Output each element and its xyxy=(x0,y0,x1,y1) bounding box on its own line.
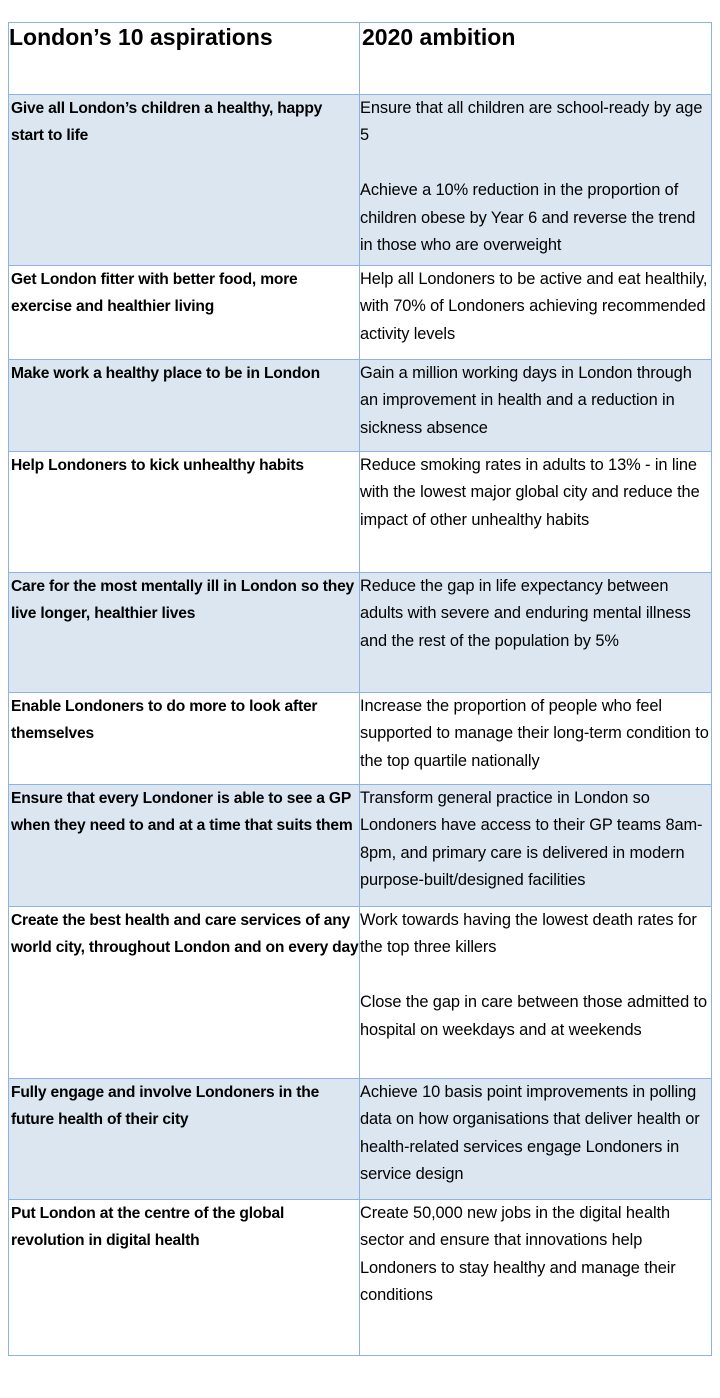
ambition-text: Increase the proportion of people who feel supported to manage their long-term condition to the top quartile nationally xyxy=(360,697,709,770)
ambition-cell xyxy=(360,95,712,266)
ambition-cell xyxy=(360,360,712,452)
ambition-cell xyxy=(360,1200,712,1356)
table-row xyxy=(9,907,712,1079)
ambition-cell xyxy=(360,693,712,785)
aspiration-cell: Ensure that every Londoner is able to see a GP when they need to and at a time that suits them xyxy=(9,785,360,907)
ambition-text: Close the gap in care between those admitted to hospital on weekdays and at weekends xyxy=(360,993,708,1039)
aspiration-cell: Get London fitter with better food, more exercise and healthier living xyxy=(9,266,360,360)
aspiration-cell: Give all London’s children a healthy, happy start to life xyxy=(9,95,360,266)
table-row xyxy=(9,573,712,693)
aspiration-cell: Care for the most mentally ill in London so they live longer, healthier lives xyxy=(9,573,360,693)
aspiration-cell: Make work a healthy place to be in London xyxy=(9,360,360,452)
ambition-text: Ensure that all children are school-ready by age 5 xyxy=(360,99,703,145)
aspiration-cell: Help Londoners to kick unhealthy habits xyxy=(9,452,360,573)
ambition-text: Work towards having the lowest death rates for the top three killers xyxy=(360,911,697,957)
ambition-cell xyxy=(360,452,712,573)
header-aspirations: London’s 10 aspirations xyxy=(9,23,360,95)
table-header-row xyxy=(9,23,712,95)
ambition-text: Create 50,000 new jobs in the digital health sector and ensure that innovations help Londoners to stay healthy and manage their conditions xyxy=(360,1204,676,1305)
ambition-text: Achieve 10 basis point improvements in polling data on how organisations that deliver health or health-related services engage Londoners in service design xyxy=(360,1083,700,1184)
aspirations-table xyxy=(8,22,712,1356)
ambition-text: Achieve a 10% reduction in the proportion of children obese by Year 6 and reverse the trend in those who are overweight xyxy=(360,181,696,255)
ambition-text: Reduce smoking rates in adults to 13% - in line with the lowest major global city and reduce the impact of other unhealthy habits xyxy=(360,456,700,529)
ambition-cell xyxy=(360,573,712,693)
table-row xyxy=(9,95,712,266)
table-row xyxy=(9,266,712,360)
table-row xyxy=(9,785,712,907)
ambition-cell xyxy=(360,266,712,360)
aspiration-cell: Put London at the centre of the global revolution in digital health xyxy=(9,1200,360,1356)
aspiration-cell: Enable Londoners to do more to look after themselves xyxy=(9,693,360,785)
table-row xyxy=(9,452,712,573)
header-ambition: 2020 ambition xyxy=(360,23,712,95)
ambition-text: Transform general practice in London so Londoners have access to their GP teams 8am-8pm, and primary care is delivered in modern purpose-built/designed facilities xyxy=(360,789,703,890)
ambition-text: Reduce the gap in life expectancy between adults with severe and enduring mental illness and the rest of the population by 5% xyxy=(360,577,691,650)
table-row xyxy=(9,1200,712,1356)
aspiration-cell: Fully engage and involve Londoners in the future health of their city xyxy=(9,1079,360,1200)
ambition-cell xyxy=(360,785,712,907)
ambition-cell xyxy=(360,1079,712,1200)
ambition-cell xyxy=(360,907,712,1079)
table-row xyxy=(9,360,712,452)
ambition-text: Help all Londoners to be active and eat healthily, with 70% of Londoners achieving recommended activity levels xyxy=(360,270,708,343)
ambition-text: Gain a million working days in London through an improvement in health and a reduction in sickness absence xyxy=(360,364,692,437)
table-row xyxy=(9,693,712,785)
aspiration-cell: Create the best health and care services of any world city, throughout London and on every day xyxy=(9,907,360,1079)
table-row xyxy=(9,1079,712,1200)
